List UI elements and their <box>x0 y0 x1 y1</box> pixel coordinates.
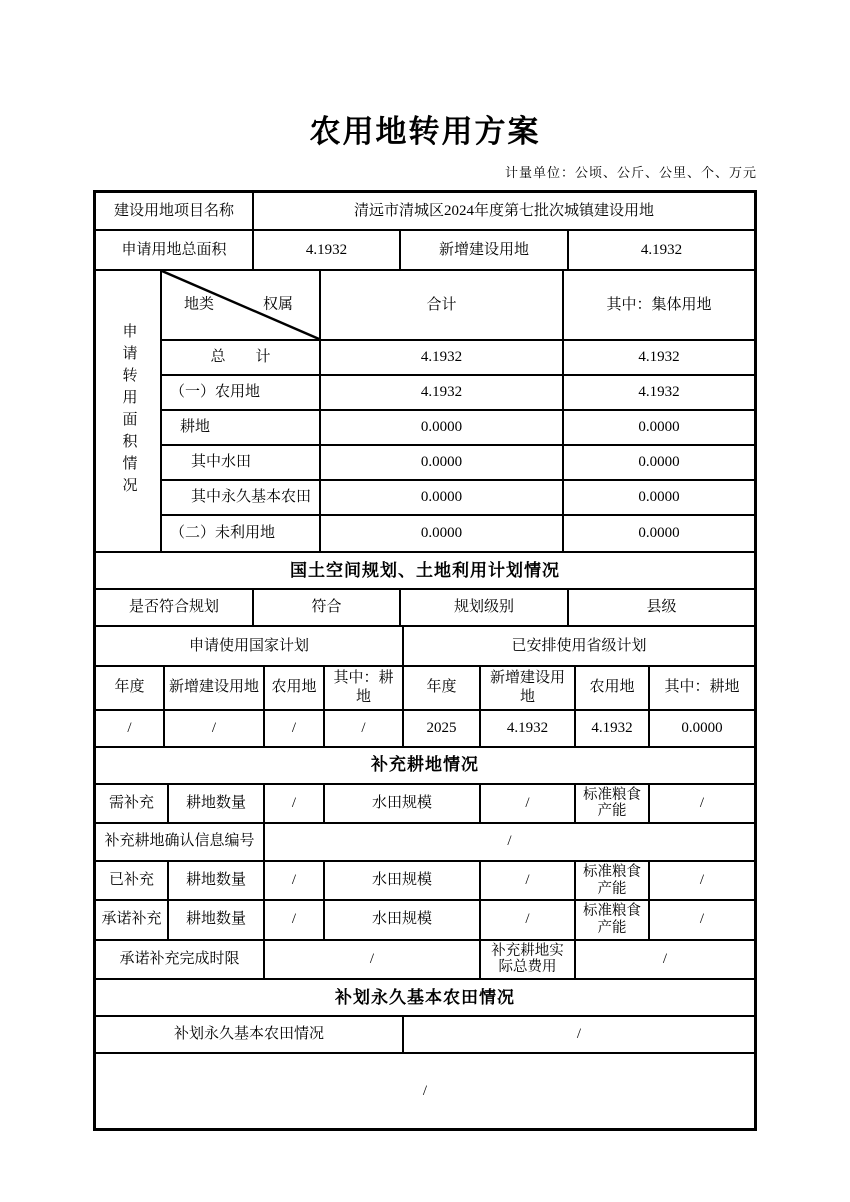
compensation-needed-row <box>96 785 754 824</box>
comp-paddy-label: 水田规模 <box>325 785 481 822</box>
transfer-row-collective: 4.1932 <box>638 384 680 401</box>
diagonal-label-ownership: 权属 <box>262 296 293 313</box>
comp-paddy-value: / <box>481 785 576 822</box>
plan-col-cultivated: 其中：耕地 <box>325 667 404 709</box>
compensation-deadline-row <box>96 941 754 980</box>
actual-cost-label: 补充耕地实际总费用 <box>481 941 576 978</box>
deadline-value: / <box>265 941 481 978</box>
comp-grain-value: / <box>699 872 705 889</box>
farmland-section-header: 补划永久基本农田情况 <box>335 987 515 1007</box>
total-area-value: 4.1932 <box>254 231 401 269</box>
comp-paddy-label: 水田规模 <box>325 862 481 899</box>
remark-value: / <box>422 1082 428 1099</box>
comp-qty-label: 耕地数量 <box>169 785 265 822</box>
plan-value: / <box>96 711 165 746</box>
total-area-row <box>96 231 754 271</box>
transfer-col-total: 合计 <box>321 271 564 339</box>
plan-value: / <box>325 711 404 746</box>
transfer-row-collective: 4.1932 <box>638 349 680 366</box>
transfer-row-total: 0.0000 <box>321 411 564 444</box>
transfer-row-unused <box>162 516 754 551</box>
transfer-row-collective: 0.0000 <box>638 489 680 506</box>
total-area-label: 申请用地总面积 <box>96 231 254 269</box>
plan-table-header-row <box>96 667 754 711</box>
farmland-status-value: / <box>576 1026 582 1042</box>
transfer-row-cultivated <box>162 411 754 446</box>
deadline-label: 承诺补充完成时限 <box>96 941 265 978</box>
diagonal-header-cell <box>162 271 321 339</box>
plan-value-new-construction: 4.1932 <box>481 711 576 746</box>
comp-qty-value: / <box>265 862 325 899</box>
transfer-row-agricultural <box>162 376 754 411</box>
plan-col-year: 年度 <box>404 667 481 709</box>
compensation-promised-row <box>96 901 754 940</box>
plan-col-agricultural: 农用地 <box>265 667 325 709</box>
comp-type: 承诺补充 <box>96 901 169 938</box>
comp-paddy-value: / <box>481 862 576 899</box>
new-construction-label: 新增建设用地 <box>401 231 569 269</box>
plan-conform-row <box>96 590 754 627</box>
compensation-section-header-row <box>96 748 754 785</box>
comp-type: 需补充 <box>96 785 169 822</box>
transfer-row-permanent-farmland <box>162 481 754 516</box>
comp-qty-value: / <box>265 785 325 822</box>
transfer-row-total: 4.1932 <box>321 376 564 409</box>
transfer-area-section <box>96 271 754 553</box>
transfer-side-label: 申请转用面积情况 <box>120 323 137 499</box>
transfer-row-collective: 0.0000 <box>638 419 680 436</box>
confirm-number-value: / <box>507 833 512 850</box>
provincial-plan-label: 已安排使用省级计划 <box>511 637 647 654</box>
comp-grain-label: 标准粮食产能 <box>576 785 650 822</box>
transfer-row-total: 0.0000 <box>321 481 564 514</box>
plan-value-agricultural: 4.1932 <box>576 711 650 746</box>
comp-grain-value: / <box>699 911 705 928</box>
plan-value-cultivated: 0.0000 <box>681 719 723 736</box>
farmland-status-label: 补划永久基本农田情况 <box>96 1017 404 1052</box>
transfer-row-label: （一）农用地 <box>162 376 321 409</box>
transfer-row-label: 其中永久基本农田 <box>162 481 321 514</box>
transfer-row-label: 其中水田 <box>162 446 321 479</box>
transfer-row-collective: 0.0000 <box>638 454 680 471</box>
plan-value: / <box>165 711 265 746</box>
comp-qty-label: 耕地数量 <box>169 901 265 938</box>
transfer-row-total: 0.0000 <box>321 446 564 479</box>
farmland-section-header-row <box>96 980 754 1017</box>
project-name-label: 建设用地项目名称 <box>96 193 254 229</box>
transfer-row-grand-total <box>162 341 754 376</box>
transfer-row-paddy <box>162 446 754 481</box>
conform-label: 是否符合规划 <box>96 590 254 625</box>
compensation-confirm-row <box>96 824 754 862</box>
planning-section-header-row <box>96 553 754 590</box>
compensation-section-header: 补充耕地情况 <box>371 755 479 775</box>
plan-col-agricultural: 农用地 <box>576 667 650 709</box>
plan-col-cultivated: 其中：耕地 <box>664 679 740 696</box>
page-title: 农用地转用方案 <box>309 114 541 149</box>
plan-col-new-construction: 新增建设用地 <box>165 667 265 709</box>
plan-value-year: 2025 <box>404 711 481 746</box>
comp-qty-value: / <box>265 901 325 938</box>
comp-qty-label: 耕地数量 <box>169 862 265 899</box>
transfer-row-label: 总 计 <box>162 341 321 374</box>
transfer-header-row <box>162 271 754 341</box>
national-plan-label: 申请使用国家计划 <box>96 627 404 665</box>
plan-col-year: 年度 <box>96 667 165 709</box>
plan-col-new-construction: 新增建设用地 <box>481 667 576 709</box>
comp-grain-value: / <box>699 794 705 811</box>
plan-level-value: 县级 <box>646 599 677 616</box>
transfer-rows <box>162 271 754 551</box>
comp-paddy-label: 水田规模 <box>325 901 481 938</box>
comp-grain-label: 标准粮食产能 <box>576 862 650 899</box>
transfer-col-collective: 其中：集体用地 <box>606 296 712 313</box>
transfer-side-label-cell <box>96 271 162 551</box>
conform-value: 符合 <box>254 590 401 625</box>
project-name-value: 清远市清城区2024年度第七批次城镇建设用地 <box>353 202 654 219</box>
diagonal-label-landtype: 地类 <box>184 296 215 313</box>
transfer-row-total: 0.0000 <box>321 516 564 551</box>
confirm-number-label: 补充耕地确认信息编号 <box>96 824 265 860</box>
planning-section-header: 国土空间规划、土地利用计划情况 <box>290 560 560 580</box>
remark-row <box>96 1054 754 1128</box>
transfer-row-collective: 0.0000 <box>638 525 680 542</box>
compensation-done-row <box>96 862 754 901</box>
new-construction-value: 4.1932 <box>640 241 683 258</box>
project-name-row <box>96 193 754 231</box>
comp-type: 已补充 <box>96 862 169 899</box>
comp-paddy-value: / <box>481 901 576 938</box>
transfer-row-total: 4.1932 <box>321 341 564 374</box>
plan-level-label: 规划级别 <box>401 590 569 625</box>
transfer-row-label: （二）未利用地 <box>162 516 321 551</box>
plan-table-values-row <box>96 711 754 748</box>
transfer-row-label: 耕地 <box>162 411 321 444</box>
unit-note: 计量单位：公顷、公斤、公里、个、万元 <box>504 165 757 180</box>
farmland-status-row <box>96 1017 754 1054</box>
comp-grain-label: 标准粮食产能 <box>576 901 650 938</box>
land-conversion-table <box>93 190 757 1131</box>
plan-source-row <box>96 627 754 667</box>
actual-cost-value: / <box>662 950 668 967</box>
plan-value: / <box>265 711 325 746</box>
